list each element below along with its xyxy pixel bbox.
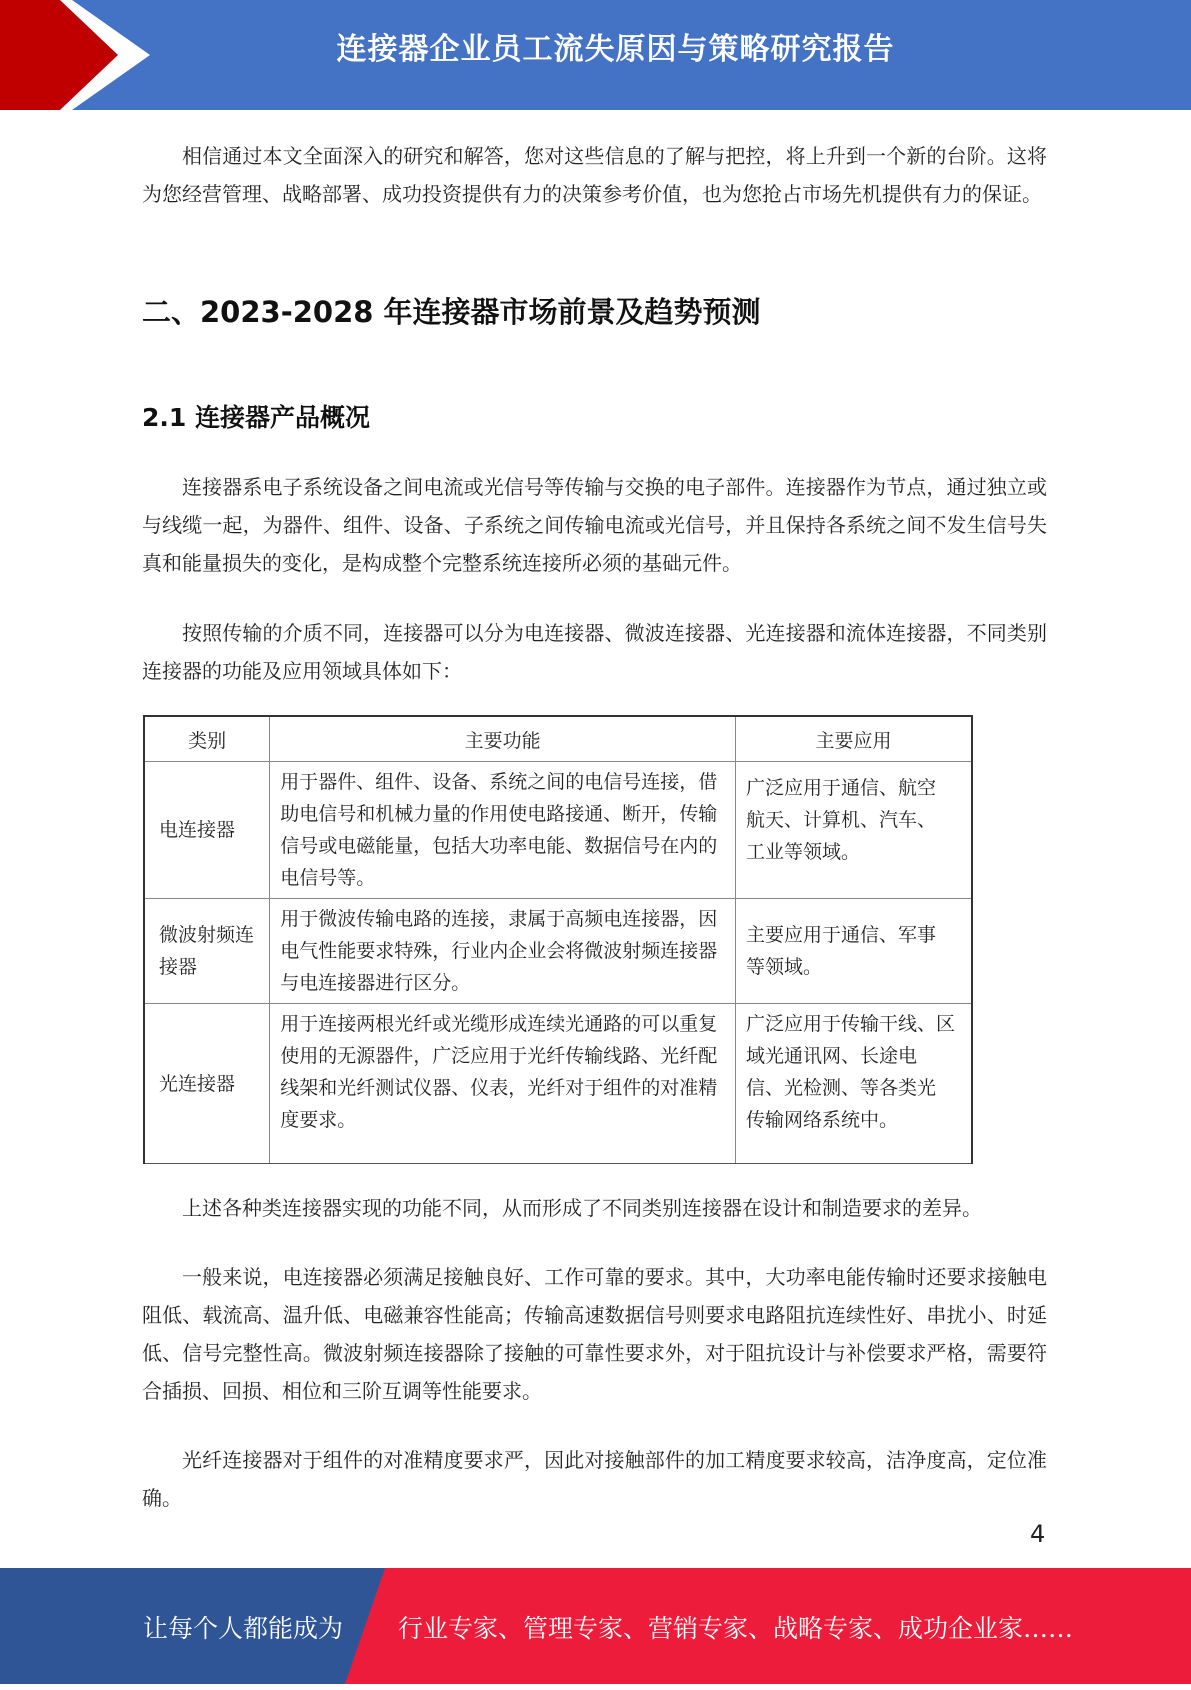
table-cell-category: 光连接器 bbox=[144, 1004, 270, 1164]
overview-paragraph-2-wrap bbox=[142, 614, 1047, 690]
table-cell-category: 电连接器 bbox=[144, 762, 270, 899]
after-table-paragraph-2-wrap bbox=[142, 1258, 1047, 1410]
table-row bbox=[144, 899, 972, 1004]
table-cell-application: 广泛应用于传输干线、区域光通讯网、长途电 信、光检测、等各类光 传输网络系统中。 bbox=[736, 1004, 972, 1164]
intro-section bbox=[142, 137, 1047, 213]
page-header bbox=[0, 0, 1191, 110]
table-cell-category: 微波射频连接器 bbox=[144, 899, 270, 1004]
table-header-function: 主要功能 bbox=[270, 716, 736, 762]
table-cell-application: 广泛应用于通信、航空 航天、计算机、汽车、 工业等领域。 bbox=[736, 762, 972, 899]
after-table-paragraph-3-wrap bbox=[142, 1441, 1047, 1517]
header-title: 连接器企业员工流失原因与策略研究报告 bbox=[336, 32, 895, 67]
classification-paragraph: 按照传输的介质不同，连接器可以分为电连接器、微波连接器、光连接器和流体连接器，不同类别连接器的功能及应用领域具体如下： bbox=[142, 621, 1047, 683]
fiber-paragraph: 光纤连接器对于组件的对准精度要求严，因此对接触部件的加工精度要求较高，洁净度高，定位准确。 bbox=[142, 1448, 1047, 1510]
table-header-application: 主要应用 bbox=[736, 716, 972, 762]
header-red-chevron-icon bbox=[0, 0, 150, 110]
difference-paragraph: 上述各种类连接器实现的功能不同，从而形成了不同类别连接器在设计和制造要求的差异。 bbox=[182, 1196, 982, 1220]
requirements-paragraph: 一般来说，电连接器必须满足接触良好、工作可靠的要求。其中，大功率电能传输时还要求接触电阻低、载流高、温升低、电磁兼容性能高；传输高速数据信号则要求电路阻抗连续性好、串扰小、时延低、信号完整性高。微波射频连接器除了接触的可靠性要求外，对于阻抗设计与补偿要求严格，需要符合插损、回损、相位和三阶互调等性能要求。 bbox=[142, 1265, 1047, 1403]
footer-slogan-left: 让每个人都能成为 bbox=[143, 1614, 344, 1643]
connector-types-table bbox=[143, 715, 973, 1164]
table-cell-function: 用于器件、组件、设备、系统之间的电信号连接，借助电信号和机械力量的作用使电路接通、断开，传输信号或电磁能量，包括大功率电能、数据信号在内的电信号等。 bbox=[270, 762, 736, 899]
overview-paragraph: 连接器系电子系统设备之间电流或光信号等传输与交换的电子部件。连接器作为节点，通过独立或与线缆一起，为器件、组件、设备、子系统之间传输电流或光信号，并且保持各系统之间不发生信号失真和能量损失的变化，是构成整个完整系统连接所必须的基础元件。 bbox=[142, 475, 1047, 575]
table-header-category: 类别 bbox=[144, 716, 270, 762]
subsection-heading: 2.1 连接器产品概况 bbox=[142, 403, 370, 432]
after-table-paragraph-1-wrap bbox=[142, 1189, 1047, 1227]
footer-slogan-right: 行业专家、管理专家、营销专家、战略专家、成功企业家…… bbox=[398, 1614, 1074, 1643]
intro-paragraph: 相信通过本文全面深入的研究和解答，您对这些信息的了解与把控，将上升到一个新的台阶。这将为您经营管理、战略部署、成功投资提供有力的决策参考价值，也为您抢占市场先机提供有力的保证。 bbox=[142, 144, 1047, 206]
table-cell-function: 用于微波传输电路的连接，隶属于高频电连接器，因电气性能要求特殊，行业内企业会将微波射频连接器与电连接器进行区分。 bbox=[270, 899, 736, 1004]
table-cell-application: 主要应用于通信、军事 等领域。 bbox=[736, 899, 972, 1004]
table-header-row bbox=[144, 716, 972, 762]
overview-paragraph-1-wrap bbox=[142, 468, 1047, 582]
page-number: 4 bbox=[1030, 1520, 1046, 1548]
page-footer bbox=[0, 1568, 1191, 1684]
table-row bbox=[144, 1004, 972, 1164]
table-row bbox=[144, 762, 972, 899]
section-heading: 二、2023-2028 年连接器市场前景及趋势预测 bbox=[142, 295, 761, 329]
table-cell-function: 用于连接两根光纤或光缆形成连续光通路的可以重复使用的无源器件，广泛应用于光纤传输线路、光纤配线架和光纤测试仪器、仪表，光纤对于组件的对准精度要求。 bbox=[270, 1004, 736, 1164]
